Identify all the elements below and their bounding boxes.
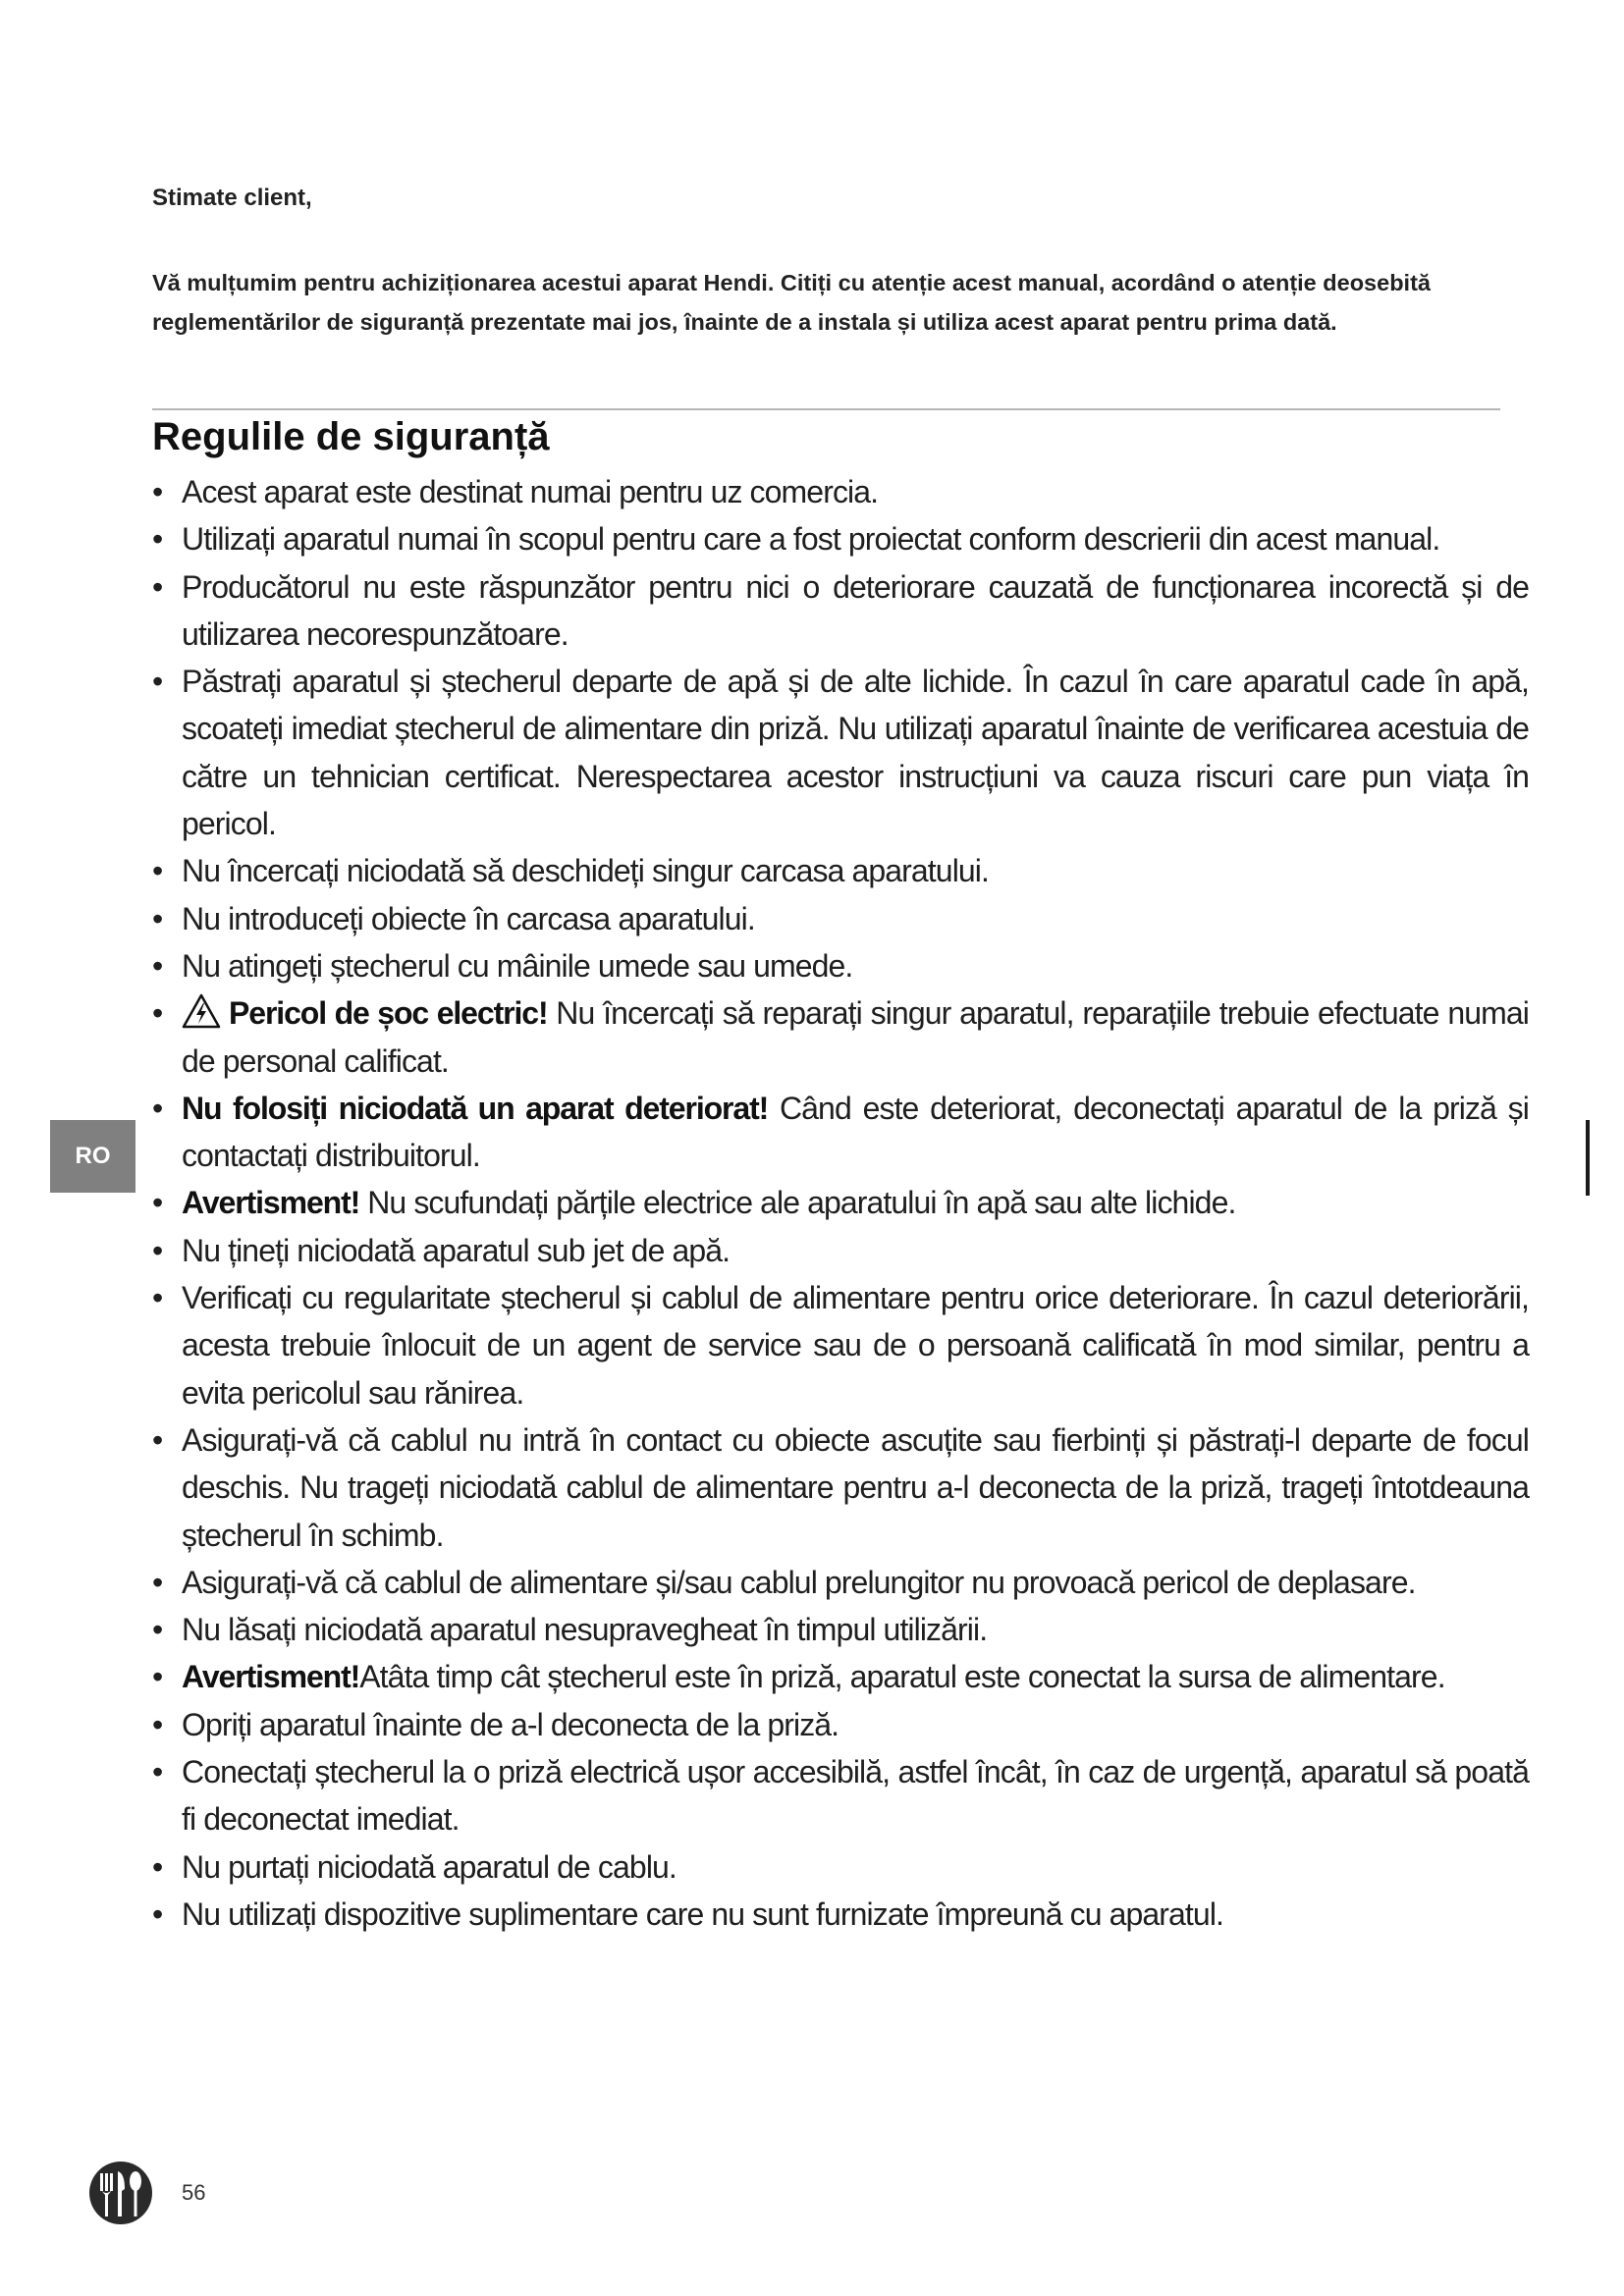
rule-text: Verificați cu regularitate ștecherul și cablul de alimentare pentru orice deteriorare. În cazul deteriorării, acesta trebuie înlocuit de un agent de service sau de o persoană calificată în mod similar, pentru a evita pericolul sau rănirea. [182,1280,1529,1411]
rule-text: Nu introduceți obiecte în carcasa aparatului. [182,900,755,936]
margin-marker [1586,1120,1590,1196]
list-item [152,895,1529,942]
electric-shock-warning-icon [182,993,221,1029]
list-item [152,942,1529,989]
list-item [152,658,1529,847]
rule-text: Nu purtați niciodată aparatul de cablu. [182,1848,677,1885]
rule-text: Păstrați aparatul și ștecherul departe de apă și de alte lichide. În cazul în care aparatul cade în apă, scoateți imediat ștecherul de alimentare din priză. Nu utilizați aparatul înainte de verificarea acestuia de către un tehnician certificat. Nerespectarea acestor instrucțiuni va cauza riscuri care pun viața în pericol. [182,664,1529,842]
bold-prefix: Avertisment! [182,1659,360,1695]
rule-text: Acest aparat este destinat numai pentru uz comercia. [182,474,879,509]
rule-text: Nu utilizați dispozitive suplimentare care nu sunt furnizate împreună cu aparatul. [182,1896,1224,1932]
rule-text: Conectați ștecherul la o priză electrică ușor accesibilă, astfel încât, în caz de urgență, aparatul să poată fi deconectat imediat. [182,1754,1529,1838]
bold-prefix: Avertisment! [182,1185,360,1221]
section-title: Regulile de siguranță [152,415,550,458]
list-item [152,1701,1529,1748]
rule-text: Nu încercați niciodată să deschideți singur carcasa aparatului. [182,853,990,889]
language-tab: RO [50,1120,135,1193]
list-item [152,468,1529,515]
list-item [152,1891,1529,1938]
list-item [152,847,1529,894]
list-item [152,1085,1529,1180]
list-item [152,1606,1529,1653]
list-item [152,1843,1529,1891]
rule-text: Nu atingeți ștecherul cu mâinile umede sau umede. [182,947,853,984]
list-item [152,1416,1529,1559]
rule-text: Utilizați aparatul numai în scopul pentru care a fost proiectat conform descrierii din acest manual. [182,521,1440,558]
rule-text: Nu scufundați părțile electrice ale aparatului în apă sau alte lichide. [359,1185,1236,1221]
list-item [152,563,1529,659]
rule-text: Nu lăsați niciodată aparatul nesupravegheat în timpul utilizării. [182,1612,988,1648]
list-item [152,515,1529,562]
rule-text: Nu țineți niciodată aparatul sub jet de apă. [182,1232,731,1268]
rule-text: Producătorul nu este răspunzător pentru nici o deteriorare cauzată de funcționarea incorectă și de utilizarea necorespunzătoare. [182,568,1529,652]
rule-text: Atâta timp cât ștecherul este în priză, aparatul este conectat la sursa de alimentare. [359,1659,1445,1695]
page-number: 56 [182,2180,206,2205]
safety-rules-list [152,468,1529,1938]
list-item [152,1179,1529,1226]
divider [152,408,1500,410]
rule-text: Asigurați-vă că cablul de alimentare și/sau cablul prelungitor nu provoacă pericol de deplasare. [182,1564,1416,1600]
list-item [152,1559,1529,1606]
bold-prefix: Pericol de șoc electric! [229,995,548,1032]
list-item [152,1748,1529,1843]
list-item [152,1274,1529,1416]
rule-text: Asigurați-vă că cablul nu intră în contact cu obiecte ascuțite sau fierbinți și păstrați-l departe de focul deschis. Nu trageți niciodată cablul de alimentare pentru a-l deconecta de la priză, trageți întotdeauna ștecherul în schimb. [182,1421,1529,1553]
list-item [152,989,1529,1085]
fork-knife-spoon-logo-icon [88,2160,153,2226]
greeting: Stimate client, [152,185,312,211]
rule-text: Nu încercați să reparați singur aparatul, reparațiile trebuie efectuate numai de personal calificat. [182,995,1529,1079]
rule-text: Opriți aparatul înainte de a-l deconecta de la priză. [182,1706,839,1742]
rule-text: Când este deteriorat, deconectați aparatul de la priză și contactați distribuitorul. [182,1090,1529,1174]
list-item [152,1653,1529,1700]
bold-prefix: Nu folosiți niciodată un aparat deteriorat! [182,1090,769,1126]
list-item [152,1227,1529,1274]
intro-paragraph: Vă mulțumim pentru achiziționarea acestui aparat Hendi. Citiți cu atenție acest manual, acordând o atenție deosebită reglementărilor de siguranță prezentate mai jos, înainte de a instala și utiliza acest aparat pentru prima dată. [152,270,1431,335]
